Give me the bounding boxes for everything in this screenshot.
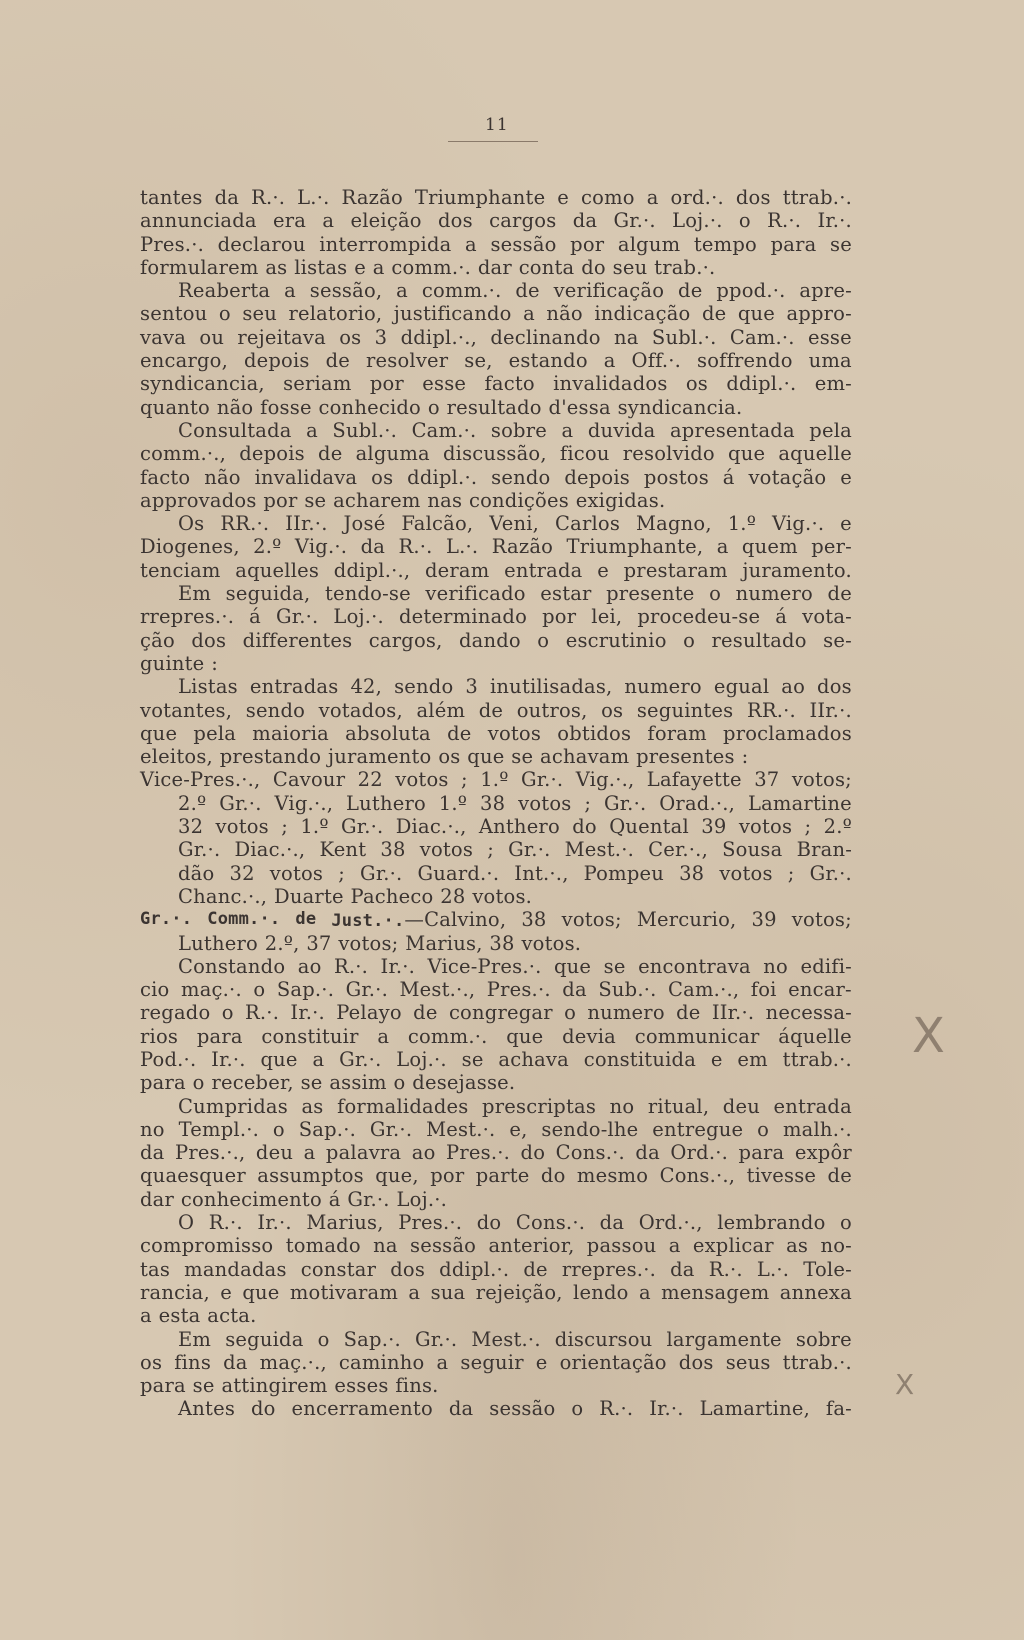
text-line: Pres.·. declarou interrompida a sessão por algum tempo para se — [140, 232, 852, 256]
text-line: ção dos differentes cargos, dando o escrutinio o resultado se- — [140, 628, 852, 652]
page-number: 11 — [485, 115, 509, 135]
text-line: formularem as listas e a comm.·. dar conta do seu trab.·. — [140, 255, 716, 279]
text-line: Listas entradas 42, sendo 3 inutilisadas, numero egual ao dos — [178, 675, 852, 699]
text-line: 2.º Gr.·. Vig.·., Luthero 1.º 38 votos ; Gr.·. Orad.·., Lamartine — [178, 791, 852, 815]
text-line: 32 votos ; 1.º Gr.·. Diac.·., Anthero do Quental 39 votos ; 2.º — [178, 815, 852, 839]
text-line: Consultada a Subl.·. Cam.·. sobre a duvida apresentada pela — [178, 418, 852, 442]
text-line: eleitos, prestando juramento os que se achavam presentes : — [140, 745, 749, 769]
text-line: tas mandadas constar dos ddipl.·. de rrepres.·. da R.·. L.·. Tole- — [140, 1257, 852, 1281]
text-line: sentou o seu relatorio, justificando a não indicação de que appro- — [140, 302, 852, 326]
text-line: compromisso tomado na sessão anterior, passou a explicar as no- — [140, 1234, 852, 1258]
text-line: dar conhecimento á Gr.·. Loj.·. — [140, 1187, 448, 1211]
text-line: Em seguida, tendo-se verificado estar presente o numero de — [178, 582, 852, 606]
text-line: tantes da R.·. L.·. Razão Triumphante e como a ord.·. dos ttrab.·. — [140, 186, 852, 209]
text-line: no Templ.·. o Sap.·. Gr.·. Mest.·. e, sendo-lhe entregue o malh.·. — [140, 1117, 852, 1141]
text-line: quanto não fosse conhecido o resultado d'essa syndicancia. — [140, 395, 743, 419]
text-line: facto não invalidava os ddipl.·. sendo depois postos á votação e — [140, 465, 852, 489]
text-line: Gr.·. Diac.·., Kent 38 votos ; Gr.·. Mest.·. Cer.·., Sousa Bran- — [178, 838, 852, 862]
margin-x-mark: X — [912, 1008, 945, 1064]
text-line: approvados por se acharem nas condições exigidas. — [140, 488, 666, 512]
text-line: Chanc.·., Duarte Pacheco 28 votos. — [178, 884, 533, 908]
text-line: para se attingirem esses fins. — [140, 1374, 439, 1398]
text-line: Pod.·. Ir.·. que a Gr.·. Loj.·. se achava constituida e em ttrab.·. — [140, 1047, 852, 1071]
text-line: comm.·., depois de alguma discussão, ficou resolvido que aquelle — [140, 442, 852, 466]
text-line: tenciam aquelles ddipl.·., deram entrada e prestaram juramento. — [140, 558, 852, 582]
text-line: que pela maioria absoluta de votos obtidos foram proclamados — [140, 721, 852, 745]
text-line: Gr.·. Comm.·. de Just.·.—Calvino, 38 votos; Mercurio, 39 votos; — [140, 908, 852, 932]
text-line: votantes, sendo votados, além de outros, os seguintes RR.·. IIr.·. — [140, 698, 852, 722]
text-line: guinte : — [140, 651, 219, 675]
text-line: Vice-Pres.·., Cavour 22 votos ; 1.º Gr.·. Vig.·., Lafayette 37 votos; — [140, 768, 852, 792]
text-line: Diogenes, 2.º Vig.·. da R.·. L.·. Razão Triumphante, a quem per- — [140, 535, 852, 559]
text-line: os fins da maç.·., caminho a seguir e orientação dos seus ttrab.·. — [140, 1350, 852, 1374]
text-line: Os RR.·. IIr.·. José Falcão, Veni, Carlos Magno, 1.º Vig.·. e — [178, 512, 852, 536]
text-line: Constando ao R.·. Ir.·. Vice-Pres.·. que se encontrava no edifi- — [178, 954, 852, 978]
text-line: para o receber, se assim o desejasse. — [140, 1071, 516, 1095]
text-line: regado o R.·. Ir.·. Pelayo de congregar o numero de IIr.·. necessa- — [140, 1001, 852, 1025]
header-rule — [448, 141, 538, 142]
text-line: annunciada era a eleição dos cargos da Gr.·. Loj.·. o R.·. Ir.·. — [140, 209, 852, 233]
text-line: Luthero 2.º, 37 votos; Marius, 38 votos. — [178, 931, 582, 955]
text-line: da Pres.·., deu a palavra ao Pres.·. do Cons.·. da Ord.·. para expôr — [140, 1141, 852, 1165]
text-line: quaesquer assumptos que, por parte do mesmo Cons.·., tivesse de — [140, 1164, 852, 1188]
text-line: rrepres.·. á Gr.·. Loj.·. determinado por lei, procedeu-se á vota- — [140, 605, 852, 629]
text-line: syndicancia, seriam por esse facto invalidados os ddipl.·. em- — [140, 372, 852, 396]
text-line: rancia, e que motivaram a sua rejeição, lendo a mensagem annexa — [140, 1280, 852, 1304]
text-line: encargo, depois de resolver se, estando a Off.·. soffrendo uma — [140, 349, 852, 373]
text-line: vava ou rejeitava os 3 ddipl.·., declinando na Subl.·. Cam.·. esse — [140, 325, 852, 349]
text-line: a esta acta. — [140, 1304, 257, 1328]
text-line: dão 32 votos ; Gr.·. Guard.·. Int.·., Pompeu 38 votos ; Gr.·. — [178, 861, 852, 885]
margin-x-mark-small: X — [895, 1368, 915, 1401]
text-line: Antes do encerramento da sessão o R.·. Ir.·. Lamartine, fa- — [178, 1397, 852, 1421]
text-line: Em seguida o Sap.·. Gr.·. Mest.·. discursou largamente sobre — [178, 1327, 852, 1351]
text-line: cio maç.·. o Sap.·. Gr.·. Mest.·., Pres.·. da Sub.·. Cam.·., foi encar- — [140, 978, 852, 1002]
body-text — [140, 186, 852, 1421]
text-line: O R.·. Ir.·. Marius, Pres.·. do Cons.·. da Ord.·., lembrando o — [178, 1211, 852, 1235]
text-line: Reaberta a sessão, a comm.·. de verificação de ppod.·. apre- — [178, 279, 852, 303]
text-line: Cumpridas as formalidades prescriptas no ritual, deu entrada — [178, 1094, 852, 1118]
text-line: rios para constituir a comm.·. que devia communicar áquelle — [140, 1024, 852, 1048]
